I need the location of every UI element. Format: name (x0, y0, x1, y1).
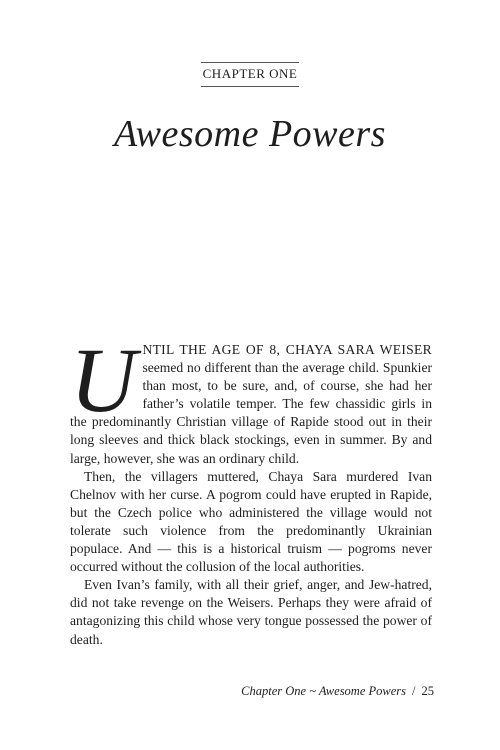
body-text (70, 329, 432, 649)
lead-caps: NTIL THE AGE OF 8, CHAYA SARA WEISER (142, 342, 432, 357)
footer-separator: / (412, 684, 416, 698)
paragraph-2: Then, the villagers muttered, Chaya Sara murdered Ivan Chelnov with her curse. A pogrom could have erupted in Rapide, but the Czech police who administered the village would not tolerate such violence from the predominantly Ukrainian populace. And — this is a historical truism — pogroms never occurred without the collusion of the local authorities. (70, 468, 432, 575)
running-head: Chapter One ~ Awesome Powers (241, 684, 407, 698)
drop-cap: U (70, 329, 137, 431)
chapter-label (0, 62, 500, 87)
chapter-title: Awesome Powers (114, 113, 386, 155)
chapter-label-text: CHAPTER ONE (201, 62, 300, 87)
paragraph-1 (70, 329, 432, 468)
paragraph-3: Even Ivan’s family, with all their grief, anger, and Jew-hatred, did not take revenge on the Weisers. Perhaps they were afraid of antagonizing this child whose very tongue possessed the power of death. (70, 577, 432, 647)
page-number: 25 (421, 684, 434, 698)
page-footer (241, 684, 434, 699)
paragraph-1-text: seemed no different than the average child. Spunkier than most, to be sure, and, of course, she had her father’s volatile temper. The few chassidic girls in the predominantly Christian village of Rapide stood out in their long sleeves and thick black stockings, even in summer. By and large, however, she was an ordinary child. (70, 360, 432, 466)
